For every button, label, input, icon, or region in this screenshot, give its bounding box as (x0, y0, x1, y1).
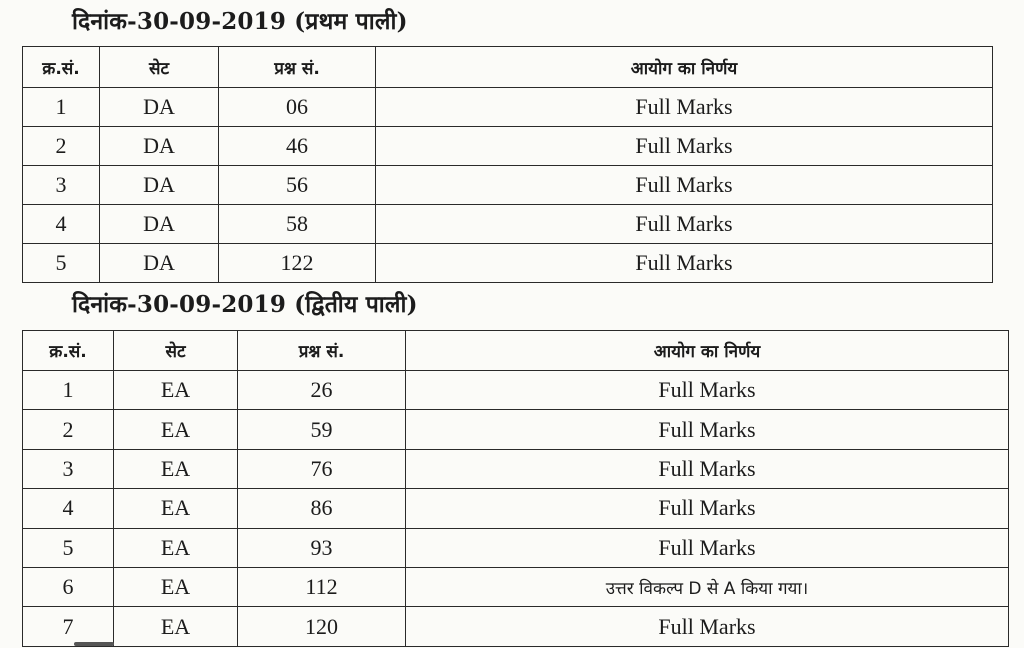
cell-question-no: 58 (219, 205, 376, 244)
table-row (23, 489, 1009, 528)
table-row (23, 371, 1009, 410)
cell-decision: Full Marks (406, 371, 1009, 410)
cell-set: DA (100, 244, 219, 283)
cell-set: DA (100, 127, 219, 166)
table-row (23, 166, 993, 205)
table-row (23, 127, 993, 166)
cell-set: EA (114, 410, 238, 449)
cell-decision: Full Marks (376, 205, 993, 244)
header-question-no: प्रश्न सं. (219, 47, 376, 88)
cell-decision: Full Marks (376, 127, 993, 166)
cell-serial: 2 (23, 127, 100, 166)
cell-set: DA (100, 205, 219, 244)
cell-question-no: 06 (219, 88, 376, 127)
cell-serial: 3 (23, 449, 114, 488)
table-row (23, 567, 1009, 606)
header-decision: आयोग का निर्णय (376, 47, 993, 88)
cell-decision: Full Marks (376, 244, 993, 283)
section1-table (22, 46, 993, 283)
table-row (23, 410, 1009, 449)
cell-decision: Full Marks (406, 607, 1009, 646)
header-serial: क्र.सं. (23, 47, 100, 88)
cell-decision: Full Marks (406, 528, 1009, 567)
header-serial: क्र.सं. (23, 331, 114, 371)
table-header-row (23, 331, 1009, 371)
cell-set: EA (114, 371, 238, 410)
cell-serial: 4 (23, 489, 114, 528)
cell-question-no: 56 (219, 166, 376, 205)
cell-decision: Full Marks (406, 449, 1009, 488)
section2-heading: दिनांक-30-09-2019 (द्वितीय पाली) (72, 291, 418, 318)
cell-set: DA (100, 166, 219, 205)
table-header-row (23, 47, 993, 88)
cell-set: EA (114, 567, 238, 606)
cell-set: EA (114, 528, 238, 567)
table-row (23, 244, 993, 283)
table-row (23, 449, 1009, 488)
cell-question-no: 86 (238, 489, 406, 528)
cell-set: EA (114, 449, 238, 488)
cell-serial: 3 (23, 166, 100, 205)
cell-question-no: 59 (238, 410, 406, 449)
cell-serial: 1 (23, 371, 114, 410)
cell-decision: Full Marks (376, 166, 993, 205)
table-row (23, 205, 993, 244)
cell-question-no: 46 (219, 127, 376, 166)
header-question-no: प्रश्न सं. (238, 331, 406, 371)
section2-table (22, 330, 1009, 647)
cell-serial: 2 (23, 410, 114, 449)
table-row (23, 528, 1009, 567)
cell-set: DA (100, 88, 219, 127)
table-row (23, 607, 1009, 646)
cell-decision: Full Marks (406, 410, 1009, 449)
cell-question-no: 26 (238, 371, 406, 410)
cell-question-no: 120 (238, 607, 406, 646)
cell-serial: 5 (23, 244, 100, 283)
cell-serial: 4 (23, 205, 100, 244)
cell-decision: उत्तर विकल्प D से A किया गया। (406, 567, 1009, 606)
cell-question-no: 122 (219, 244, 376, 283)
header-set: सेट (114, 331, 238, 371)
cell-question-no: 93 (238, 528, 406, 567)
table-row (23, 88, 993, 127)
header-set: सेट (100, 47, 219, 88)
cell-question-no: 112 (238, 567, 406, 606)
cell-set: EA (114, 607, 238, 646)
cell-decision: Full Marks (376, 88, 993, 127)
cell-decision: Full Marks (406, 489, 1009, 528)
cell-serial: 5 (23, 528, 114, 567)
cell-serial: 1 (23, 88, 100, 127)
cell-set: EA (114, 489, 238, 528)
header-decision: आयोग का निर्णय (406, 331, 1009, 371)
scan-mark (74, 642, 114, 646)
cell-serial: 7 (23, 607, 114, 646)
cell-question-no: 76 (238, 449, 406, 488)
cell-serial: 6 (23, 567, 114, 606)
section1-heading: दिनांक-30-09-2019 (प्रथम पाली) (72, 8, 408, 35)
